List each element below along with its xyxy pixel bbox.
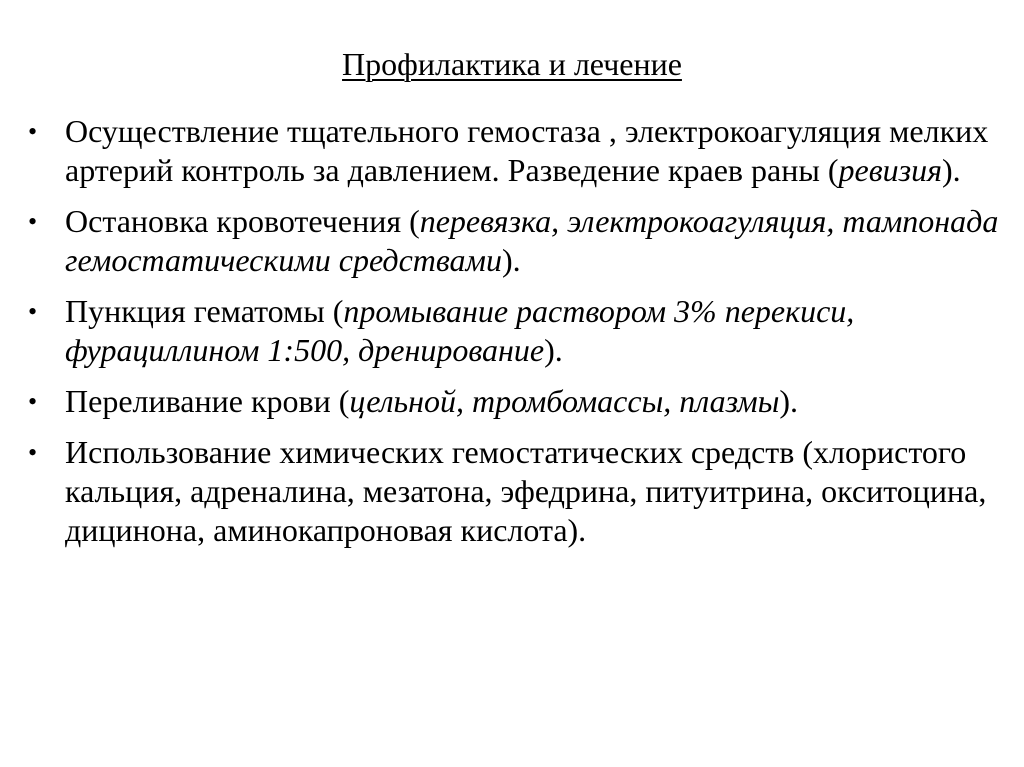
bullet-icon: •: [28, 117, 38, 146]
list-item: [28, 292, 1003, 370]
item-text: [65, 293, 854, 368]
item-text-plain: Использование химических гемостатических средств (хлористого кальция, адреналина, мезатона, эфедрина, питуитрина, окситоцина, дицинона, аминокапроновая кислота).: [65, 434, 987, 548]
list-item: [28, 433, 1003, 550]
list-item: [28, 382, 1003, 421]
item-text: [65, 113, 988, 188]
slide-title: Профилактика и лечение: [342, 46, 682, 82]
item-text-plain: Остановка кровотечения (: [65, 203, 420, 239]
item-text-italic: перевязка, электрокоагуляция, тампонада гемостатическими средствами: [65, 203, 999, 278]
bullet-icon: •: [28, 297, 38, 326]
item-text-plain: Переливание крови (: [65, 383, 350, 419]
item-text-plain: ).: [544, 332, 563, 368]
bullet-list: [28, 112, 1003, 562]
item-text: [65, 203, 998, 278]
bullet-icon: •: [28, 438, 38, 467]
item-text-italic: цельной, тромбомассы, плазмы: [349, 383, 780, 419]
item-text-plain: ).: [779, 383, 799, 419]
list-item: [28, 112, 1003, 190]
item-text-plain: Осуществление тщательного гемостаза , электрокоагуляция мелких артерий контроль за давлением. Разведение краев раны (: [65, 113, 989, 188]
bullet-icon: •: [28, 207, 38, 236]
item-text-plain: ).: [501, 242, 521, 278]
item-text: [65, 434, 986, 548]
bullet-icon: •: [28, 387, 38, 416]
item-text-plain: Пункция гематомы (: [65, 293, 344, 329]
item-text: [65, 383, 798, 419]
item-text-italic: промывание раствором 3% перекиси, фурациллином 1:500, дренирование: [65, 293, 855, 368]
item-text-italic: ревизия: [838, 152, 942, 188]
item-text-plain: ).: [941, 152, 961, 188]
list-item: [28, 202, 1003, 280]
